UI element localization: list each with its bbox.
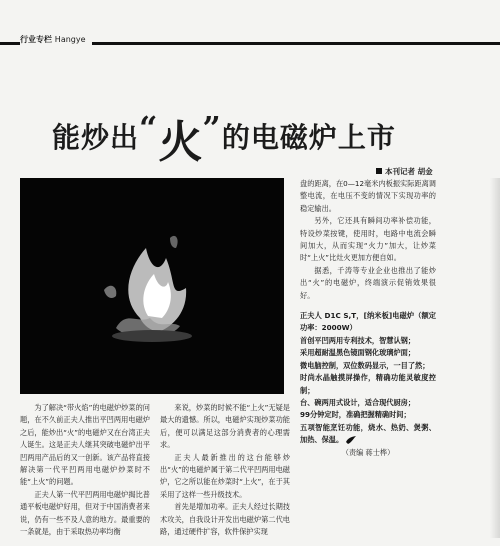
title-quote-close: ” [202, 109, 222, 147]
title-quote-open: “ [139, 109, 159, 147]
section-name: 行业专栏 [20, 35, 52, 44]
flame-photo [20, 178, 284, 394]
spec-item: 微电脑控制，双位数码显示，一目了然； [300, 360, 430, 370]
paragraph: 正夫人第一代平凹两用电磁炉揭比普通平板电磁炉好用，但对于中国消费者来说，仍有一些不及人意的地方。最重要的一条就是，由于采取热功率均衡 [20, 489, 150, 537]
paragraph: 正夫人最新推出的这台能够炒出“火”的电磁炉属于第二代平凹两用电磁炉，它之所以能在炒菜时“上火”，在于其采用了这样一些升级技术。 [160, 452, 290, 499]
square-bullet-icon [376, 168, 382, 174]
editor-credit: （责编 蒋士桦） [341, 447, 395, 457]
paragraph: 盘的距离，在0—12毫米内板振实际距离调整电流，在电压不变的情况下实现功率的稳定输出。 [300, 179, 436, 213]
paragraph: 首先是增加功率。正夫人经过长期技术攻关，自我设计开发出电磁炉第二代电路，通过硬件扩容，软件保护实现 [160, 502, 290, 537]
spec-list [300, 310, 436, 446]
spec-item: 99分钟定时，准确把握精确时间； [300, 410, 411, 420]
article-title [52, 96, 472, 168]
section-label [20, 33, 92, 47]
title-suffix: 的电磁炉上市 [221, 121, 396, 154]
spec-item: 台、碗两用式设计，适合现代厨房； [300, 397, 416, 407]
paragraph: 另外，它还具有瞬间功率补偿功能，特设炒菜按键，使用时，电路中电流会瞬间加大，从而实现“火力”加大，让炒菜时“上火”比灶火更加方便自如。 [300, 216, 436, 263]
byline-text: 本刊记者 胡金 [385, 167, 433, 176]
section-name-en: Hangye [54, 35, 86, 44]
title-prefix: 能炒出 [52, 121, 140, 154]
paragraph: 为了解决“带火焰”的电磁炉炒菜的问题，在不久前正夫人推出平凹两用电磁炉之后，能炒出“火”的电磁炉又在台湾正夫人诞生。这是正夫人继其突破电磁炉出平凹两用产品后的又一创新。该产品将直接解决第一代平凹两用电磁炉炒菜时不能“上火”的问题。 [20, 403, 150, 487]
section-header [0, 33, 500, 49]
left-column [20, 402, 150, 538]
spec-item: 首创平凹两用专利技术，智慧认钢； [300, 335, 416, 345]
spec-item: 采用超耐温黑色镜面钢化玻璃炉面； [300, 348, 416, 358]
spec-item-text: 五项智能烹饪功能，烧水、热奶、煲粥、加热、保温。 [300, 422, 436, 445]
right-column [300, 178, 436, 459]
title-highlight: 火 [158, 117, 203, 168]
paragraph: 据悉，千涛等专业企业也推出了能炒出“火”的电磁炉，终端演示促销效果很好。 [300, 265, 436, 300]
page-gutter [490, 178, 500, 538]
byline [376, 166, 433, 177]
spec-item: 时尚水晶触摸屏操作，精确功能灵敏度控制； [300, 373, 436, 395]
middle-column [160, 402, 290, 538]
flame-image [20, 178, 284, 394]
spec-item [300, 422, 436, 447]
bird-icon [345, 435, 357, 445]
paragraph: 来说，炒菜的时候不能“上火”无疑是最大的遗憾。所以，电磁炉实现炒菜功能后，便可以满足这部分消费者的心理需求。 [160, 403, 290, 450]
spec-item: 正夫人 D1C S,T，[纳米板]电磁炉（额定功率：2000W） [300, 311, 436, 333]
